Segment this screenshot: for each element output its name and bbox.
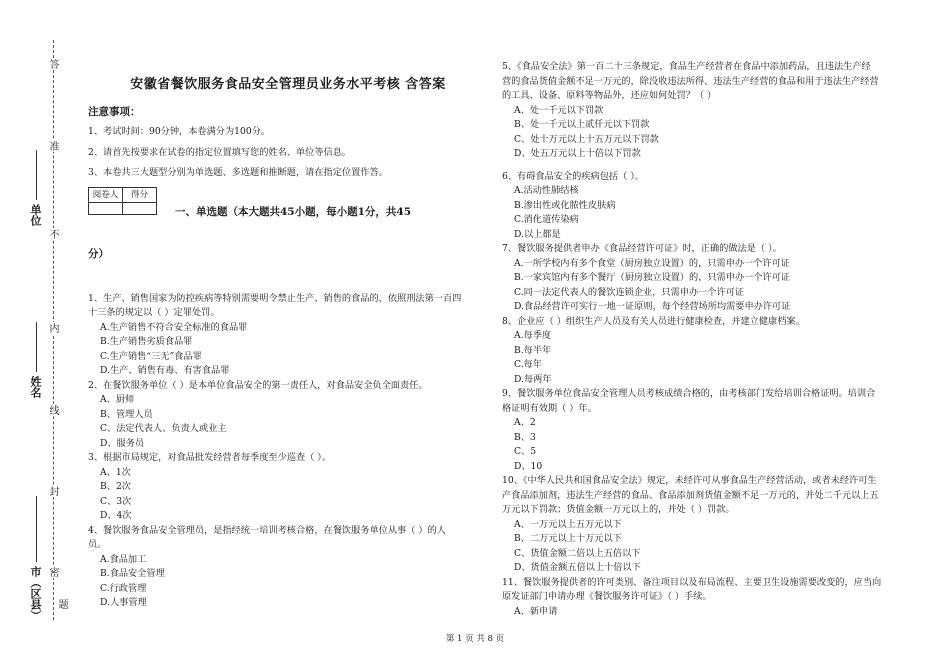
question-line: 格证明有效期（ ）年。 [502,402,597,414]
question-line: D.食品经营许可实行一地一证原则，每个经营场所均需要申办许可证 [514,301,791,312]
exam-title: 安徽省餐饮服务食品安全管理员业务水平考核 含答案 [130,77,446,92]
question-line: 3、根据市局规定，对食品批发经营者每季度至少巡查（ ）。 [88,452,332,463]
question-line: A.活动性肺结核 [514,185,579,196]
question-line: 原发证部门申请办理《餐饮服务许可证》（ ）手续。 [502,591,712,602]
question-line: C.生产销售“三无”食品罪 [100,350,202,362]
question-line: A.一所学校内有多个食堂（厨房独立设置）的，只需申办一个许可证 [514,257,790,269]
question-line: B、二万元以上十万元以下 [514,533,622,544]
city-field-line[interactable] [36,496,37,562]
notice-heading: 注意事项： [88,105,141,118]
question-line: A.每季度 [514,330,552,341]
question-line: 4、餐饮服务食品安全管理员，是指经统一培训考核合格，在餐饮服务单位从事（ ）的人 [88,524,446,536]
binding-mark-answer: 答 [47,59,58,69]
question-line: C、5 [514,446,537,457]
question-line: C.每年 [514,359,542,370]
right-questions [502,60,922,619]
question-line: A.食品加工 [100,553,147,565]
binding-mark-zhun: 准 [47,141,58,151]
notice-item: 1、考试时间：90分钟，本卷满分为100分。 [88,126,271,137]
question-line: C、货值金额二倍以上五倍以下 [514,547,641,559]
question-line: 5、《食品安全法》第一百二十三条规定，食品生产经营者在食品中添加药品，且违法生产经 [502,61,871,72]
question-line: A、一万元以上五万元以下 [514,518,622,530]
question-line: 6、有碍食品安全的疾病包括（ ）。 [502,170,644,182]
question-line: D、10 [514,460,543,472]
score-table-reviewer-cell[interactable] [89,203,123,215]
left-questions [88,292,488,611]
score-table-reviewer: 阅卷人 [89,187,123,203]
name-field-line[interactable] [36,322,37,372]
page-footer: 第 1 页 共 8 页 [445,634,505,644]
section1-heading: 一、单选题（本大题共45小题，每小题1分，共45 [175,205,412,218]
question-line: B.一家宾馆内有多个餐厅（厨房独立设置）的，只需申办一个许可证 [514,272,791,283]
question-line: C、法定代表人、负责人或业主 [100,423,227,434]
name-label: 姓名 [29,376,42,398]
question-line: 产食品添加剂，违法生产经营的食品、食品添加剂货值金额不足一万元的，并处二千元以上五 [502,489,879,501]
notice-list [88,125,488,181]
unit-field-line[interactable] [36,150,37,200]
question-line: C.消化道传染病 [514,214,579,225]
notice-item: 2、请首先按要求在试卷的指定位置填写您的姓名、单位等信息。 [88,146,352,158]
question-line: B.食品安全管理 [100,568,165,579]
question-line: B.生产销售劣质食品罪 [100,336,193,347]
question-line: C、处十万元以上十五万元以下罚款 [514,133,659,145]
notice-item: 3、本卷共三大题型分别为单选题、多选题和推断题，请在指定位置作答。 [88,167,388,178]
question-line: 11、餐饮服务提供者的许可类别、备注项目以及布局流程、主要卫生设施需要改变的，应当向 [502,576,882,588]
question-line: 万元以下罚款；货值金额一万元以上的，并处（ ）罚款。 [502,504,735,515]
question-line: 员。 [88,539,107,550]
question-line: B、3 [514,431,536,443]
question-line: D、服务员 [100,437,145,449]
question-line: A、处一千元以下罚款 [514,104,604,116]
binding-mark-dont: 题 [56,599,67,609]
city-label: 市（区县） [29,566,42,621]
question-line: D.生产、销售有毒、有害食品罪 [100,365,230,376]
question-line: B、管理人员 [100,408,153,420]
question-line: 的工具、设备、原料等物品外，还应如何处罚？（ ） [502,90,717,101]
unit-label: 单位 [29,204,42,226]
question-line: A、厨师 [100,394,135,405]
question-line: A、2 [514,417,536,428]
question-line: 十三条的规定以（ ）定罪处罚。 [88,307,220,318]
question-line: 7、餐饮服务提供者申办《食品经营许可证》时，正确的做法是（ ）。 [502,243,782,254]
question-line: 8、企业应（ ）组织生产人员及有关人员进行健康检查，并建立健康档案。 [502,315,805,327]
question-line: C.同一法定代表人的餐饮连锁企业，只需申办一个许可证 [514,286,745,298]
question-line: 9、餐饮服务单位食品安全管理人员考核成绩合格的，由考核部门发给培训合格证明。培训合 [502,388,876,399]
question-line: D.人事管理 [100,597,147,608]
score-table-score: 得分 [123,187,157,203]
score-table-score-cell[interactable] [123,203,157,215]
binding-mark-seal: 封 [47,486,58,496]
binding-mark-inside: 内 [47,323,58,333]
question-line: A.生产销售不符合安全标准的食品罪 [100,321,248,333]
binding-mark-cannot: 不 [47,229,58,239]
question-line: D.每两年 [514,373,552,385]
section1-heading-tail: 分） [88,248,109,260]
binding-mark-line: 线 [47,405,58,415]
question-line: C、3次 [100,495,132,507]
spacer [502,162,922,170]
question-line: C.行政管理 [100,582,147,594]
question-line: 2、在餐饮服务单位（ ）是本单位食品安全的第一责任人，对食品安全负全面责任。 [88,379,428,391]
question-line: B.渗出性或化脓性皮肤病 [514,199,616,211]
question-line: B、2次 [100,481,131,492]
question-line: B.每半年 [514,344,552,356]
question-line: B、处一千元以上贰仟元以下罚款 [514,119,650,130]
score-row [88,187,488,220]
question-line: D、4次 [100,510,132,521]
question-line: 营的食品货值金额不足一万元的，除没收违法所得、违法生产经营的食品和用于违法生产经营 [502,75,879,87]
question-line: A、新申请 [514,605,558,617]
question-line: A、1次 [100,466,131,478]
left-column [88,78,488,611]
question-line: D.以上都是 [514,228,561,240]
question-line: D、货值金额五倍以上十倍以下 [514,562,641,573]
binding-margin [0,0,70,671]
score-table [88,187,157,216]
binding-mark-seal2: 密 [47,567,58,577]
question-line: 1、生产、销售国家为防控疾病等特别需要明令禁止生产、销售的食品的，依照刑法第一百四 [88,292,462,304]
question-line: 10、《中华人民共和国食品安全法》规定，未经许可从事食品生产经营活动，或者未经许可生 [502,475,877,486]
question-line: D、处五万元以上十倍以下罚款 [514,148,641,159]
